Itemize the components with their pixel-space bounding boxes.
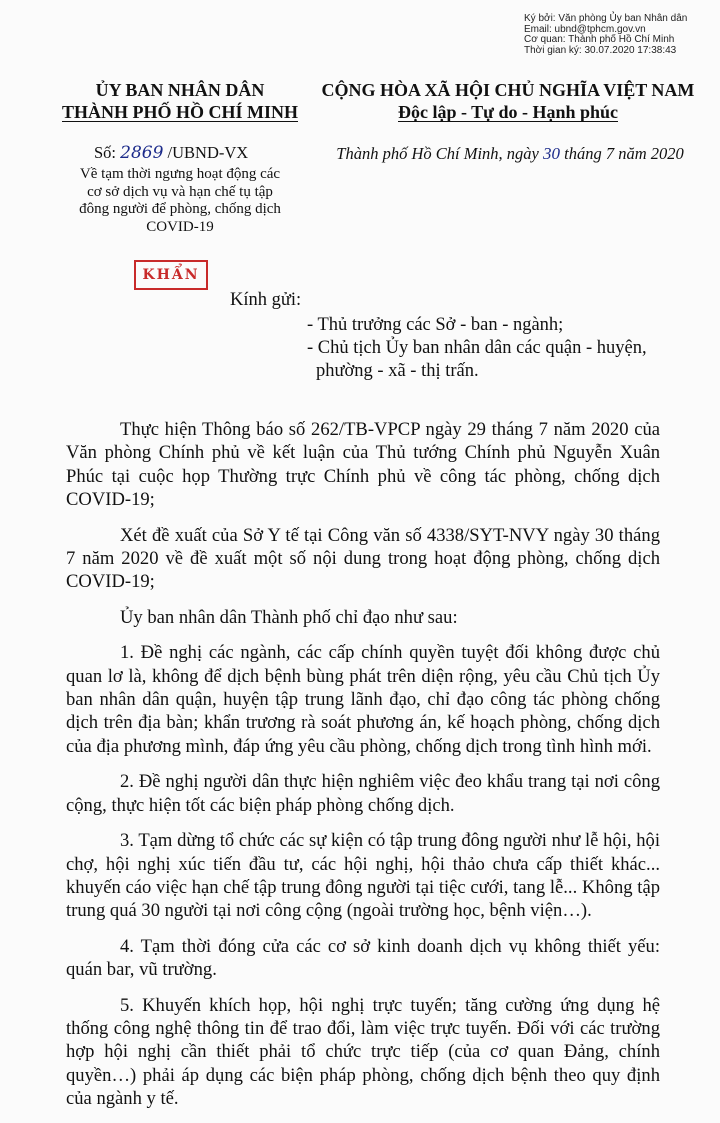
document-number-prefix: Số: <box>94 143 121 162</box>
national-title <box>308 79 708 123</box>
body-paragraph: Thực hiện Thông báo số 262/TB-VPCP ngày 29 tháng 7 năm 2020 của Văn phòng Chính phủ về kết luận của Thủ tướng Chính phủ Nguyễn Xuân Phúc tại cuộc họp Thường trực Chính phủ về công tác phòng, chống dịch COVID-19; <box>66 419 660 511</box>
body-paragraph: Xét đề xuất của Sở Y tế tại Công văn số 4338/SYT-NVY ngày 30 tháng 7 năm 2020 về đề xuất một số nội dung trong hoạt động phòng, chống dịch COVID-19; <box>66 524 660 593</box>
recipient-item: - Thủ trưởng các Sở - ban - ngành; <box>307 315 564 335</box>
document-subject <box>60 166 300 236</box>
recipient-item-continued: phường - xã - thị trấn. <box>316 361 479 381</box>
recipient-item: - Chủ tịch Ủy ban nhân dân các quận - huyện, <box>307 338 647 358</box>
digital-signature-block <box>524 14 720 56</box>
subject-line: cơ sở dịch vụ và hạn chế tụ tập <box>87 183 273 200</box>
document-number-handwritten: 2869 <box>120 143 164 163</box>
subject-line: Về tạm thời ngưng hoạt động các <box>79 166 281 182</box>
issue-date <box>310 144 710 164</box>
document-body <box>66 418 660 1123</box>
directive-item-4: 4. Tạm thời đóng cửa các cơ sở kinh doanh dịch vụ không thiết yếu: quán bar, vũ trường. <box>66 935 660 981</box>
directive-item-3: 3. Tạm dừng tổ chức các sự kiện có tập trung đông người như lễ hội, hội chợ, hội nghị xúc tiến đầu tư, các hội nghị, hội thảo chưa cấp thiết khác... khuyến cáo việc hạn chế tập trung đông người tại tiệc cưới, tang lễ... Không tập trung quá 30 người tại nơi công cộng (ngoài trường học, bệnh viện…). <box>66 830 660 922</box>
issue-date-handwritten-day: 30 <box>542 144 560 163</box>
issuing-authority-line1: ỦY BAN NHÂN DÂN <box>95 80 265 100</box>
signature-agency: Cơ quan: Thành phố Hồ Chí Minh <box>524 34 675 46</box>
issue-date-suffix: tháng 7 năm 2020 <box>559 144 684 163</box>
signature-signer: Ký bởi: Văn phòng Ủy ban Nhân dân <box>524 13 688 24</box>
urgent-stamp: KHẨN <box>134 260 208 290</box>
national-title-line: CỘNG HÒA XÃ HỘI CHỦ NGHĨA VIỆT NAM <box>321 80 695 100</box>
issue-date-prefix: Thành phố Hồ Chí Minh, ngày <box>336 144 543 163</box>
directive-item-5: 5. Khuyến khích họp, hội nghị trực tuyến; tăng cường ứng dụng hệ thống công nghệ thông tin để trao đổi, làm việc trực tuyến. Đối với các trường hợp hội nghị cần thiết phải tổ chức trực tiếp (của cơ quan Đảng, chính quyền…) phải áp dụng các biện pháp phòng, chống dịch bệnh theo quy định của ngành y tế. <box>66 994 660 1110</box>
recipient-list <box>307 314 647 383</box>
issuing-authority <box>60 79 300 123</box>
salutation: Kính gửi: <box>230 290 302 310</box>
subject-line: COVID-19 <box>146 218 214 235</box>
subject-line: đông người để phòng, chống dịch <box>79 201 281 218</box>
body-paragraph: Ủy ban nhân dân Thành phố chỉ đạo như sau: <box>120 606 458 628</box>
signature-time: Thời gian ký: 30.07.2020 17:38:43 <box>524 44 677 56</box>
signature-email: Email: ubnd@tphcm.gov.vn <box>524 23 646 35</box>
document-number-suffix: /UBND-VX <box>163 143 249 162</box>
national-motto: Độc lập - Tự do - Hạnh phúc <box>397 102 619 122</box>
directive-item-1: 1. Đề nghị các ngành, các cấp chính quyền tuyệt đối không được chủ quan lơ là, không để dịch bệnh bùng phát trên diện rộng, yêu cầu Chủ tịch Ủy ban nhân dân quận, huyện tập trung lãnh đạo, chỉ đạo công tác phòng chống dịch trên địa bàn; khẩn trương rà soát phương án, kế hoạch phòng, chống dịch của địa phương mình, đáp ứng yêu cầu phòng, chống dịch trong tình hình mới. <box>66 642 660 757</box>
document-number <box>94 143 248 163</box>
issuing-authority-line2: THÀNH PHỐ HỒ CHÍ MINH <box>61 102 298 122</box>
directive-item-2: 2. Đề nghị người dân thực hiện nghiêm việc đeo khẩu trang tại nơi công cộng, thực hiện tốt các biện pháp phòng chống dịch. <box>66 771 660 816</box>
